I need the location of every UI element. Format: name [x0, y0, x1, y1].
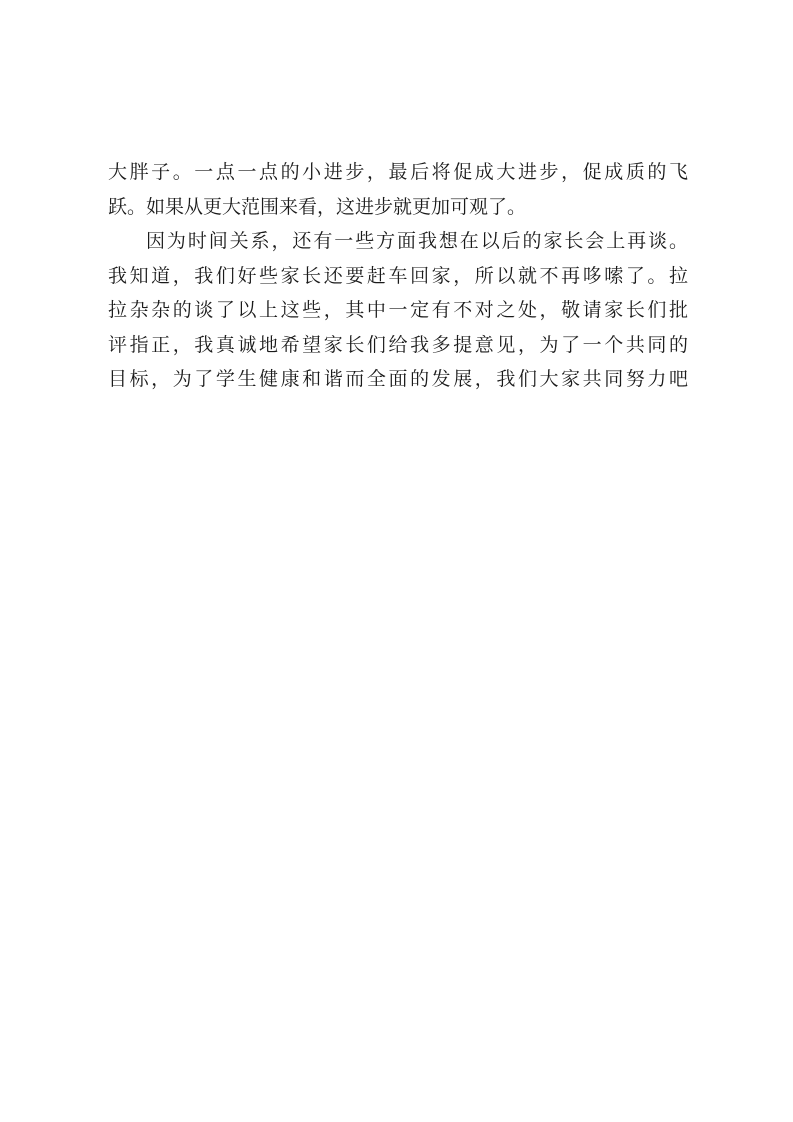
body-text: [108, 155, 688, 397]
text-line: 目标，为了学生健康和谐而全面的发展，我们大家共同努力吧: [108, 368, 688, 390]
text-line: 大胖子。一点一点的小进步，最后将促成大进步，促成质的飞: [108, 161, 688, 183]
paragraph-1: [108, 155, 688, 224]
text-line: 评指正，我真诚地希望家长们给我多提意见，为了一个共同的: [108, 333, 688, 356]
text-line: 我知道，我们好些家长还要赶车回家，所以就不再哆嗦了。拉: [108, 264, 688, 287]
text-line: 跃。如果从更大范围来看，这进步就更加可观了。: [108, 195, 527, 218]
text-line: 拉杂杂的谈了以上这些，其中一定有不对之处，敬请家长们批: [108, 299, 688, 321]
text-line: 因为时间关系，还有一些方面我想在以后的家长会上再谈。: [146, 230, 688, 252]
paragraph-2: [108, 224, 688, 397]
